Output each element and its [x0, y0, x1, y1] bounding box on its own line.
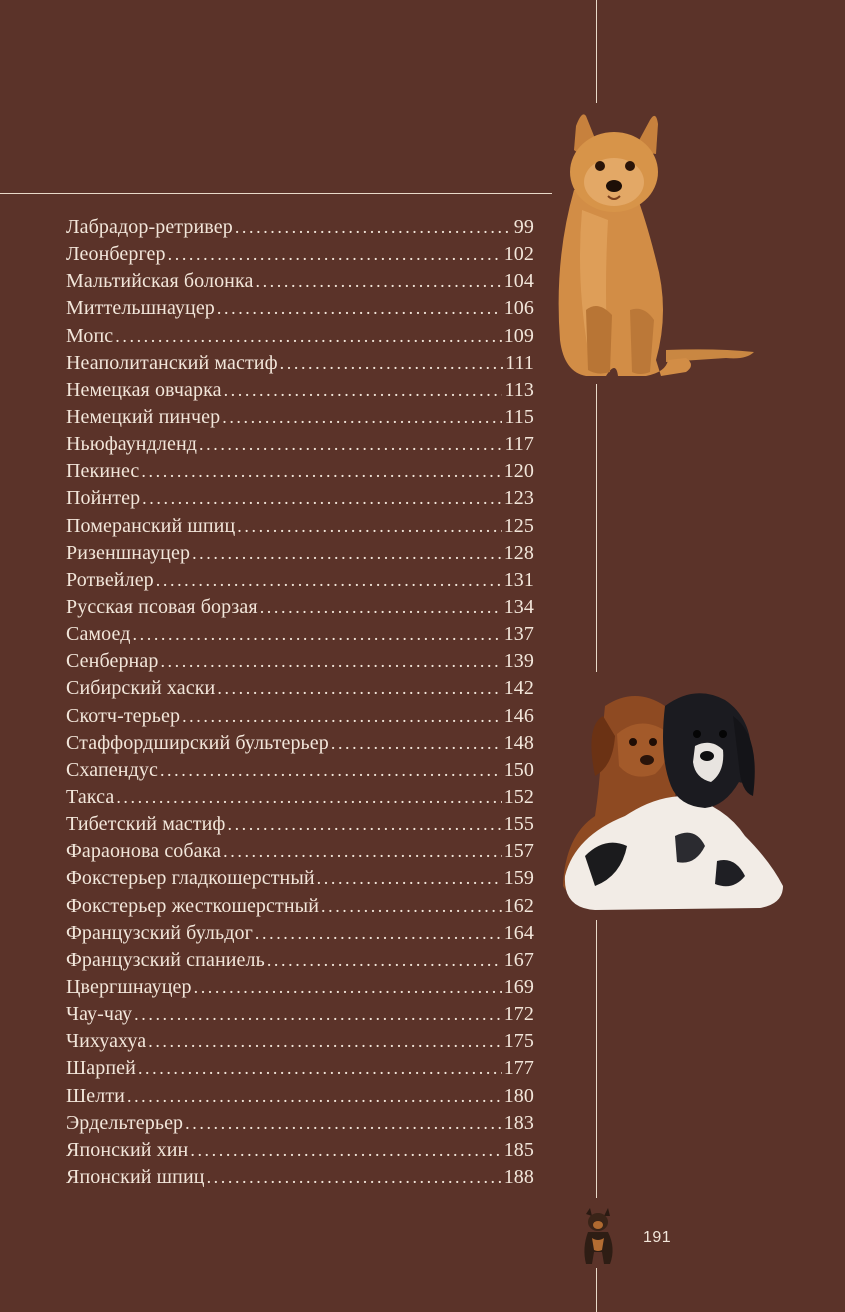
- page-number: 191: [643, 1229, 672, 1246]
- toc-entry: [66, 1055, 534, 1082]
- toc-dot-leader: [148, 1028, 501, 1055]
- toc-entry-title: Такса: [66, 785, 115, 808]
- toc-entry-page: 167: [503, 948, 534, 971]
- toc-entry-page: 180: [503, 1084, 534, 1107]
- toc-entry-page: 128: [503, 541, 534, 564]
- toc-dot-leader: [280, 350, 504, 377]
- toc-entry-page: 183: [503, 1111, 534, 1134]
- toc-entry-title: Немецкая овчарка: [66, 378, 222, 401]
- terrier-dog-image: [546, 110, 761, 382]
- toc-entry: [66, 621, 534, 648]
- toc-entry-page: 157: [503, 840, 534, 863]
- toc-dot-leader: [267, 947, 502, 974]
- horizontal-rule: [0, 193, 552, 194]
- toc-entry: [66, 865, 534, 892]
- toc-dot-leader: [227, 811, 501, 838]
- toc-entry-page: 137: [503, 623, 534, 646]
- toc-entry-title: Скотч-терьер: [66, 704, 181, 727]
- toc-entry-page: 172: [503, 1003, 534, 1026]
- vertical-rule-top: [596, 0, 597, 103]
- toc-entry-page: 120: [503, 460, 534, 483]
- toc-entry-title: Леонбергер: [66, 243, 166, 266]
- toc-entry-title: Шелти: [66, 1084, 125, 1107]
- toc-dot-leader: [160, 648, 501, 675]
- toc-dot-leader: [142, 485, 502, 512]
- toc-dot-leader: [255, 268, 501, 295]
- toc-dot-leader: [141, 458, 501, 485]
- toc-entry-page: 102: [503, 243, 534, 266]
- toc-entry-page: 150: [503, 758, 534, 781]
- toc-entry: [66, 594, 534, 621]
- toc-entry: [66, 648, 534, 675]
- toc-entry-title: Японский хин: [66, 1138, 189, 1161]
- toc-dot-leader: [317, 865, 502, 892]
- toc-entry: [66, 811, 534, 838]
- small-dog-image: [578, 1208, 620, 1266]
- toc-entry-title: Сенбернар: [66, 650, 159, 673]
- toc-dot-leader: [222, 404, 502, 431]
- toc-dot-leader: [138, 1055, 502, 1082]
- toc-entry-page: 106: [503, 297, 534, 320]
- toc-entry: [66, 1137, 534, 1164]
- toc-entry: [66, 513, 534, 540]
- toc-entry-title: Тибетский мастиф: [66, 813, 226, 836]
- toc-entry-page: 117: [504, 433, 534, 456]
- toc-entry: [66, 540, 534, 567]
- toc-entry: [66, 1110, 534, 1137]
- toc-entry-title: Ньюфаундленд: [66, 433, 198, 456]
- toc-entry-page: 159: [503, 867, 534, 890]
- toc-dot-leader: [321, 893, 502, 920]
- toc-entry-title: Померанский шпиц: [66, 514, 236, 537]
- toc-entry-title: Самоед: [66, 623, 131, 646]
- toc-entry-title: Японский шпиц: [66, 1165, 205, 1188]
- toc-dot-leader: [255, 920, 502, 947]
- toc-entry: [66, 1001, 534, 1028]
- toc-entry: [66, 703, 534, 730]
- toc-entry-title: Мопс: [66, 324, 114, 347]
- toc-dot-leader: [168, 241, 502, 268]
- toc-entry-title: Русская псовая борзая: [66, 595, 258, 618]
- toc-entry: [66, 350, 534, 377]
- toc-dot-leader: [133, 621, 502, 648]
- toc-entry: [66, 323, 534, 350]
- toc-entry-title: Неаполитанский мастиф: [66, 351, 278, 374]
- toc-dot-leader: [127, 1083, 502, 1110]
- toc-dot-leader: [194, 974, 502, 1001]
- toc-entry: [66, 567, 534, 594]
- toc-dot-leader: [223, 838, 502, 865]
- toc-entry: [66, 241, 534, 268]
- toc-entry: [66, 458, 534, 485]
- toc-dot-leader: [156, 567, 502, 594]
- toc-entry: [66, 214, 534, 241]
- toc-entry-page: 125: [503, 514, 534, 537]
- toc-entry-page: 139: [503, 650, 534, 673]
- toc-dot-leader: [331, 730, 502, 757]
- toc-entry-page: 113: [504, 378, 534, 401]
- toc-entry-title: Лабрадор-ретривер: [66, 216, 233, 238]
- toc-dot-leader: [224, 377, 503, 404]
- toc-dot-leader: [207, 1164, 502, 1191]
- toc-dot-leader: [260, 594, 502, 621]
- toc-entry: [66, 485, 534, 512]
- toc-dot-leader: [182, 703, 502, 730]
- toc-entry-page: 152: [503, 785, 534, 808]
- toc-dot-leader: [190, 1137, 501, 1164]
- toc-entry: [66, 947, 534, 974]
- toc-entry-page: 99: [513, 216, 534, 238]
- toc-entry-page: 146: [503, 704, 534, 727]
- toc-entry-page: 115: [504, 405, 534, 428]
- toc-entry-title: Немецкий пинчер: [66, 405, 221, 428]
- toc-entry: [66, 404, 534, 431]
- toc-entry-page: 131: [503, 568, 534, 591]
- toc-entry-page: 142: [503, 677, 534, 700]
- vertical-rule-lower: [596, 920, 597, 1198]
- toc-entry-page: 109: [503, 324, 534, 347]
- toc-entry-page: 188: [503, 1165, 534, 1188]
- toc-dot-leader: [160, 757, 502, 784]
- toc-entry: [66, 1164, 534, 1191]
- toc-entry: [66, 893, 534, 920]
- toc-entry-title: Пекинес: [66, 460, 140, 483]
- vertical-rule-bottom: [596, 1268, 597, 1312]
- toc-entry-page: 155: [503, 813, 534, 836]
- toc-entry: [66, 675, 534, 702]
- toc-entry: [66, 377, 534, 404]
- toc-entry-page: 169: [503, 975, 534, 998]
- toc-entry-title: Фараонова собака: [66, 840, 222, 863]
- table-of-contents: [66, 214, 534, 1191]
- toc-entry-page: 175: [503, 1030, 534, 1053]
- toc-dot-leader: [217, 295, 502, 322]
- toc-entry-title: Стаффордширский бультерьер: [66, 731, 329, 754]
- toc-entry-title: Миттельшнауцер: [66, 297, 215, 320]
- toc-dot-leader: [235, 214, 512, 241]
- toc-entry-page: 134: [503, 595, 534, 618]
- toc-entry-page: 164: [503, 921, 534, 944]
- toc-entry-title: Чау-чау: [66, 1003, 133, 1026]
- toc-entry-page: 111: [505, 351, 534, 374]
- toc-entry-title: Ротвейлер: [66, 568, 154, 591]
- toc-entry: [66, 730, 534, 757]
- toc-entry-title: Сибирский хаски: [66, 677, 216, 700]
- toc-dot-leader: [185, 1110, 502, 1137]
- toc-entry-title: Фокстерьер жесткошерстный: [66, 894, 319, 917]
- toc-entry: [66, 974, 534, 1001]
- toc-dot-leader: [115, 323, 501, 350]
- toc-entry-title: Пойнтер: [66, 487, 141, 510]
- toc-entry-title: Шарпей: [66, 1057, 136, 1080]
- toc-entry-title: Чихуахуа: [66, 1030, 147, 1053]
- toc-entry-page: 177: [503, 1057, 534, 1080]
- toc-entry-title: Французский бульдог: [66, 921, 253, 944]
- toc-entry: [66, 1028, 534, 1055]
- toc-entry-page: 104: [503, 270, 534, 293]
- vertical-rule-middle: [596, 384, 597, 672]
- toc-entry-title: Эрдельтерьер: [66, 1111, 184, 1134]
- toc-entry: [66, 295, 534, 322]
- toc-entry: [66, 784, 534, 811]
- toc-dot-leader: [237, 513, 501, 540]
- toc-entry-page: 185: [503, 1138, 534, 1161]
- toc-dot-leader: [192, 540, 502, 567]
- toc-entry: [66, 268, 534, 295]
- toc-dot-leader: [116, 784, 501, 811]
- toc-entry: [66, 920, 534, 947]
- toc-entry: [66, 431, 534, 458]
- spaniels-image: [555, 686, 787, 912]
- toc-dot-leader: [217, 675, 501, 702]
- toc-entry: [66, 757, 534, 784]
- toc-entry-title: Цвергшнауцер: [66, 975, 192, 998]
- toc-entry: [66, 1083, 534, 1110]
- toc-entry-page: 162: [503, 894, 534, 917]
- toc-entry-title: Мальтийская болонка: [66, 270, 254, 293]
- toc-entry-page: 148: [503, 731, 534, 754]
- toc-entry-title: Французский спаниель: [66, 948, 265, 971]
- toc-dot-leader: [199, 431, 502, 458]
- toc-entry-title: Схапендус: [66, 758, 158, 781]
- toc-entry-title: Ризеншнауцер: [66, 541, 191, 564]
- toc-entry-page: 123: [503, 487, 534, 510]
- toc-entry: [66, 838, 534, 865]
- toc-dot-leader: [134, 1001, 502, 1028]
- toc-entry-title: Фокстерьер гладкошерстный: [66, 867, 315, 890]
